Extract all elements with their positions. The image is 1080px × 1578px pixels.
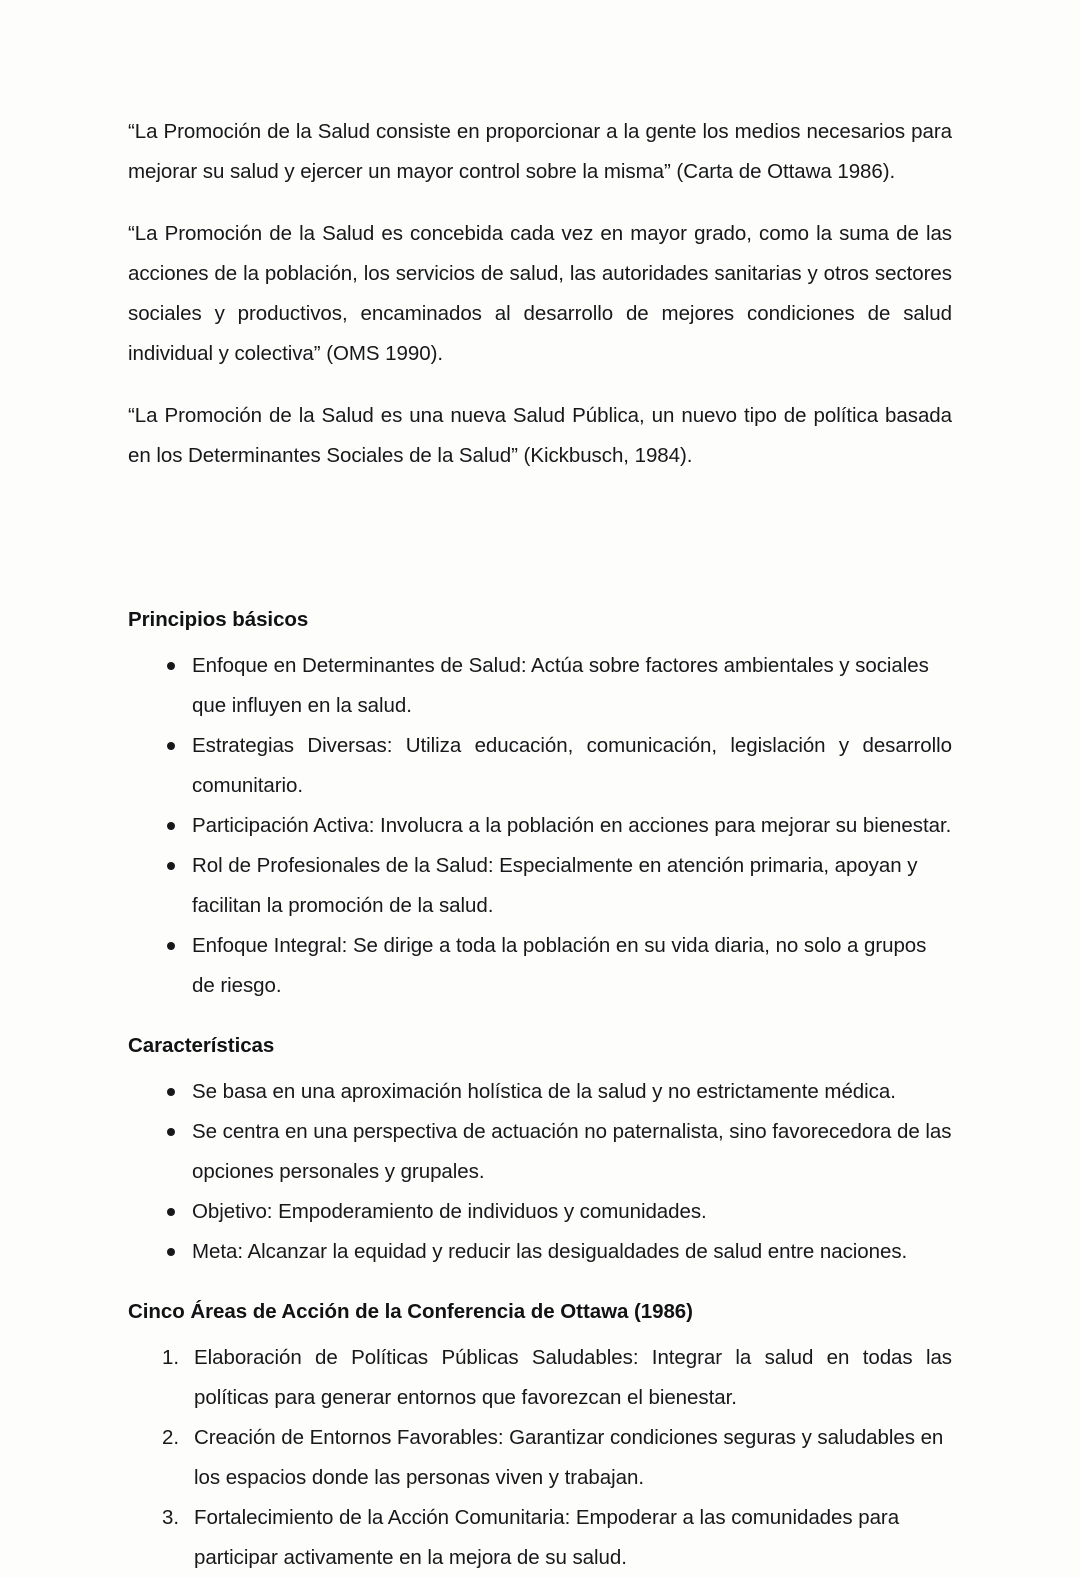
list-item-text: Se centra en una perspectiva de actuación no paternalista, sino favorecedora de las opciones personales y grupales. (192, 1120, 952, 1183)
bullet-dot-icon (167, 942, 175, 950)
list-item (128, 806, 952, 846)
list-item-text: Enfoque en Determinantes de Salud: Actúa sobre factores ambientales y sociales que influyen en la salud. (192, 654, 929, 717)
list-item (128, 926, 952, 1006)
list-item (128, 1192, 952, 1232)
list-item-text: Estrategias Diversas: Utiliza educación, comunicación, legislación y desarrollo comunitario. (192, 734, 952, 797)
bullet-dot-icon (167, 1248, 175, 1256)
list-item-marker: 3. (162, 1506, 179, 1529)
list-item-text: Creación de Entornos Favorables: Garantizar condiciones seguras y saludables en los espacios donde las personas viven y trabajan. (194, 1426, 944, 1489)
list-principios-basicos (128, 646, 952, 1006)
list-item-text: Elaboración de Políticas Públicas Saludables: Integrar la salud en todas las políticas para generar entornos que favorezcan el bienestar. (194, 1346, 952, 1409)
list-item (128, 846, 952, 926)
list-item (128, 1498, 952, 1578)
quote-paragraph-oms-1990: “La Promoción de la Salud es concebida cada vez en mayor grado, como la suma de las acciones de la población, los servicios de salud, las autoridades sanitarias y otros sectores sociales y productivos, encaminados al desarrollo de mejores condiciones de salud individual y colectiva” (OMS 1990). (128, 222, 952, 365)
bullet-dot-icon (167, 662, 175, 670)
heading-principios-basicos: Principios básicos (128, 608, 309, 631)
list-item (128, 1418, 952, 1498)
quote-paragraph-kickbusch-1984: “La Promoción de la Salud es una nueva Salud Pública, un nuevo tipo de política basada en los Determinantes Sociales de la Salud” (Kickbusch, 1984). (128, 404, 952, 467)
bullet-dot-icon (167, 1128, 175, 1136)
list-item (128, 726, 952, 806)
list-item-text: Meta: Alcanzar la equidad y reducir las desigualdades de salud entre naciones. (192, 1240, 908, 1263)
bullet-dot-icon (167, 1088, 175, 1096)
quote-paragraph-ottawa-1986: “La Promoción de la Salud consiste en proporcionar a la gente los medios necesarios para mejorar su salud y ejercer un mayor control sobre la misma” (Carta de Ottawa 1986). (128, 120, 952, 183)
list-item-text: Rol de Profesionales de la Salud: Especialmente en atención primaria, apoyan y facilitan la promoción de la salud. (192, 854, 918, 917)
list-caracteristicas (128, 1072, 952, 1272)
list-item-text: Participación Activa: Involucra a la población en acciones para mejorar su bienestar. (192, 814, 952, 837)
heading-cinco-areas-ottawa: Cinco Áreas de Acción de la Conferencia de Ottawa (1986) (128, 1300, 693, 1323)
bullet-dot-icon (167, 822, 175, 830)
list-gap (128, 1272, 952, 1294)
list-item (128, 1072, 952, 1112)
list-gap (128, 1006, 952, 1028)
heading-caracteristicas: Características (128, 1034, 275, 1057)
list-item (128, 1338, 952, 1418)
section-spacer (128, 498, 952, 602)
list-cinco-areas-ottawa (128, 1338, 952, 1578)
list-item (128, 1232, 952, 1272)
list-item-marker: 1. (162, 1346, 179, 1369)
bullet-dot-icon (167, 1208, 175, 1216)
list-item-text: Objetivo: Empoderamiento de individuos y comunidades. (192, 1200, 707, 1223)
bullet-dot-icon (167, 742, 175, 750)
list-item-text: Se basa en una aproximación holística de la salud y no estrictamente médica. (192, 1080, 896, 1103)
document-body (128, 112, 952, 1578)
list-item-text: Fortalecimiento de la Acción Comunitaria: Empoderar a las comunidades para participar activamente en la mejora de su salud. (194, 1506, 900, 1569)
bullet-dot-icon (167, 862, 175, 870)
list-item-text: Enfoque Integral: Se dirige a toda la población en su vida diaria, no solo a grupos de riesgo. (192, 934, 927, 997)
list-item (128, 646, 952, 726)
list-item-marker: 2. (162, 1426, 179, 1449)
list-item (128, 1112, 952, 1192)
